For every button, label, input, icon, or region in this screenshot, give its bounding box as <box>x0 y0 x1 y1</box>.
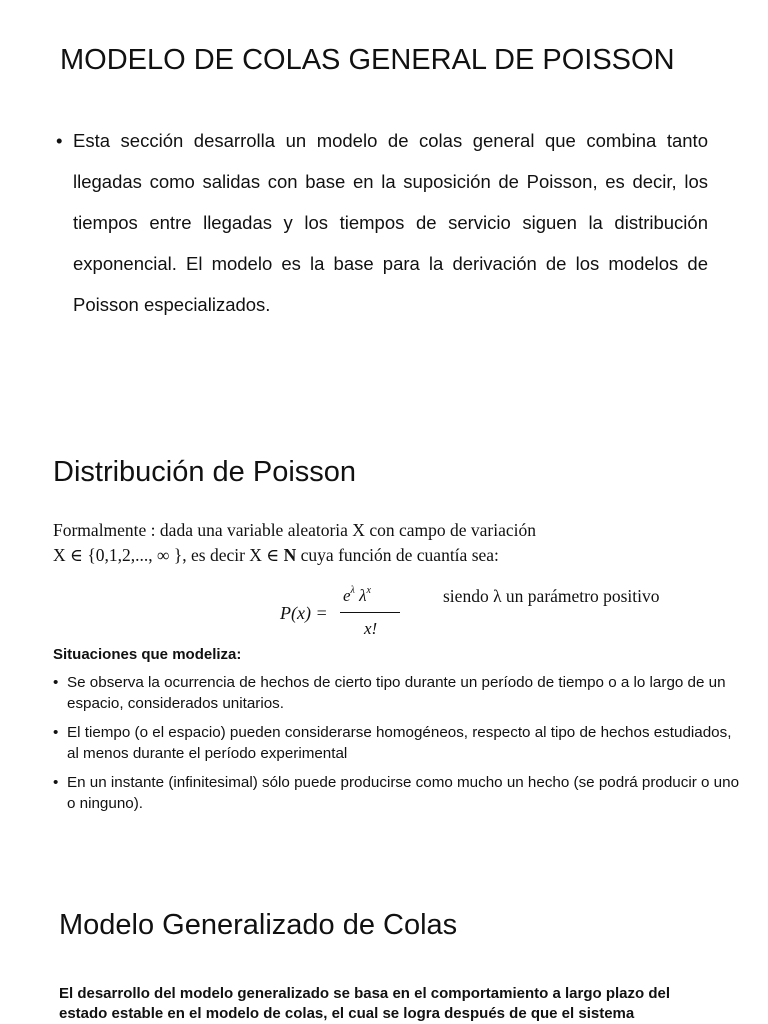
situations-heading: Situaciones que modeliza: <box>53 646 242 663</box>
list-item <box>53 673 743 714</box>
naturals-symbol: N <box>283 545 297 565</box>
definition-line-2-a: X ∈ {0,1,2,..., ∞ }, es decir X ∈ <box>53 545 284 565</box>
formula-denominator: x! <box>364 619 378 638</box>
situations-list <box>53 673 743 823</box>
definition-line-2-b: cuya función de cuantía sea: <box>296 545 499 565</box>
situation-text: En un instante (infinitesimal) sólo puede producirse como mucho un hecho (se podrá producir o uno o ninguno). <box>67 774 740 812</box>
situation-text: El tiempo (o el espacio) pueden considerarse homogéneos, respecto al tipo de hechos estudiados, al menos durante el período experimental <box>67 724 732 762</box>
formula-numerator <box>343 585 371 606</box>
list-item <box>53 723 743 764</box>
slide1-bullet-paragraph <box>56 120 708 325</box>
definition-line-1: Formalmente : dada una variable aleatoria X con campo de variación <box>53 520 536 540</box>
formula-num-base2: λ <box>354 586 367 605</box>
definition-line-2 <box>53 545 499 566</box>
formula-lhs: P(x) = <box>280 603 328 623</box>
poisson-formula <box>280 585 405 641</box>
slide2-title: Distribución de Poisson <box>53 456 357 488</box>
slide1-title: MODELO DE COLAS GENERAL DE POISSON <box>60 44 675 76</box>
slide3-title: Modelo Generalizado de Colas <box>59 909 458 941</box>
situation-text: Se observa la ocurrencia de hechos de cierto tipo durante un período de tiempo o a lo largo de un espacio, considerados unitarios. <box>67 674 726 712</box>
slide1-bullet-text: Esta sección desarrolla un modelo de colas general que combina tanto llegadas como salidas con base en la suposición de Poisson, es decir, los tiempos entre llegadas y los tiempos de servicio siguen la distribución exponencial. El modelo es la base para la derivación de los modelos de Poisson especializados. <box>73 130 708 315</box>
formula-num-exp2: x <box>366 585 371 596</box>
formula-num-base: e <box>343 586 351 605</box>
formula-num-exp: λ <box>350 585 355 596</box>
bullet-dot: • <box>56 130 63 151</box>
fraction-bar <box>340 612 400 613</box>
slide3-paragraph: El desarrollo del modelo generalizado se basa en el comportamiento a largo plazo del estado estable en el modelo de colas, el cual se logra después de que el sistema <box>59 985 670 1022</box>
list-item <box>53 773 743 814</box>
bullet-dot: • <box>53 674 59 691</box>
bullet-dot: • <box>53 774 59 791</box>
bullet-dot: • <box>53 724 59 741</box>
parameter-note: siendo λ un parámetro positivo <box>443 586 660 606</box>
